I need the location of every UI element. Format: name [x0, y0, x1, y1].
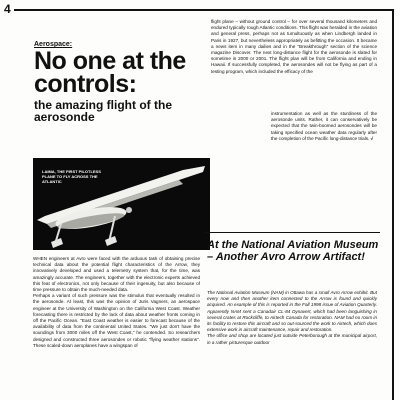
article-right-column-narrow: [271, 111, 377, 142]
article-paragraph: WHEN engineers at Avro were faced with the arduous task of obtaining precise technical data about the potential flight characteristics of the Arrow, they innovatively developed and used a telemetry system that, for the time, was amazingly accurate. The engineers, together with the electronic experts achieved this feat of electronics, not only because of their ingenuity, but also because of time pressure to obtain the much-needed data.: [33, 256, 200, 293]
sidebar-column: [207, 290, 377, 346]
margin-rule: [392, 9, 394, 400]
article-paragraph: Perhaps a variant of such pressure was the stimulus that eventually resulted in the aerosonde. At least, this was the opinion of Juris Vagners, an aerospace engineer at the University of Washington on the California West Coast. Weather forecasting there is restricted by the lack of data about weather fronts coming in off the Pacific Ocean. "East Coast weather is easier to forecast because of the availability of data from the continental United States. "We just don't have the soundings from 3000 miles off the West Coast," he contended. So researchers designed and constructed three aerosondes or robotic "flying weather stations". These scaled-down aeroplanes have a wingspan of: [33, 293, 200, 348]
sidebar-divider: [205, 232, 380, 233]
page-number: 4: [4, 2, 11, 16]
article-headline: No one at the controls:: [34, 47, 186, 98]
article-right-column: [211, 19, 377, 75]
sidebar-paragraph: The National Aviation Museum (NAM) in Ottawa has a small Avro Arrow exhibit. But every now and then another item connected to the Arrow is found and quickly acquired. An example of this is reported in the Fall 1998 issue of Aviation Quarterly. Apparently NAM sent a Canadair CL-84 Dynavert, which had been languishing in several crates at Rockcliffe, to Airtech Canada for restoration. NAM had no room in its facility to restore this aircraft and so out-sourced the work to Airtech, which does extensive work in aircraft maintenance, repair and restoration.: [207, 290, 377, 333]
sidebar-paragraph: The office and shop are located just outside Peterborough at the municipal airport, in a rather picturesque outdoor: [207, 333, 377, 345]
article-closing-text: instrumentation as well as the sturdiness of the aerosonde units. Rather, it can conservatively be expected that the twin-boomed aerosondes will be taking specified ocean weather data regularly after the completion of the Pacific long-distance trials.: [271, 111, 377, 141]
article-paragraph: [271, 111, 377, 142]
photo-caption: LAIMA, THE FIRST PILOTLESS PLANE TO FLY ACROSS THE ATLANTIC: [42, 169, 101, 184]
end-mark: √: [370, 135, 374, 141]
article-subheadline: the amazing flight of the aerosonde: [34, 98, 172, 124]
header-rule: [14, 9, 394, 11]
section-label: Aerospace:: [34, 41, 73, 48]
sidebar-headline: At the National Aviation Museum – Another Avro Arrow Artifact!: [207, 239, 379, 263]
article-paragraph: flight plane – without ground control – for over several thousand kilometers and endured typically rough Atlantic conditions. This flight was heralded in the aviation and general press, perhaps not as tumultuously as when Lindbergh landed in Paris in 1927, but nevertheless appropriately as befitting the occasion. It became a news item in many dailies and in the "Breakthrough" section of the science magazine Discover. The next long-distance flight for the aerosonde is slated for sometime in 2000 or 2001. The flight plan will be from California and ending in Hawaii. If successfully completed, the aerosondes will not be flying as part of a testing program, which included the efficacy of the: [211, 19, 377, 74]
article-left-column: [33, 256, 200, 349]
aerosonde-photo: [33, 158, 210, 250]
